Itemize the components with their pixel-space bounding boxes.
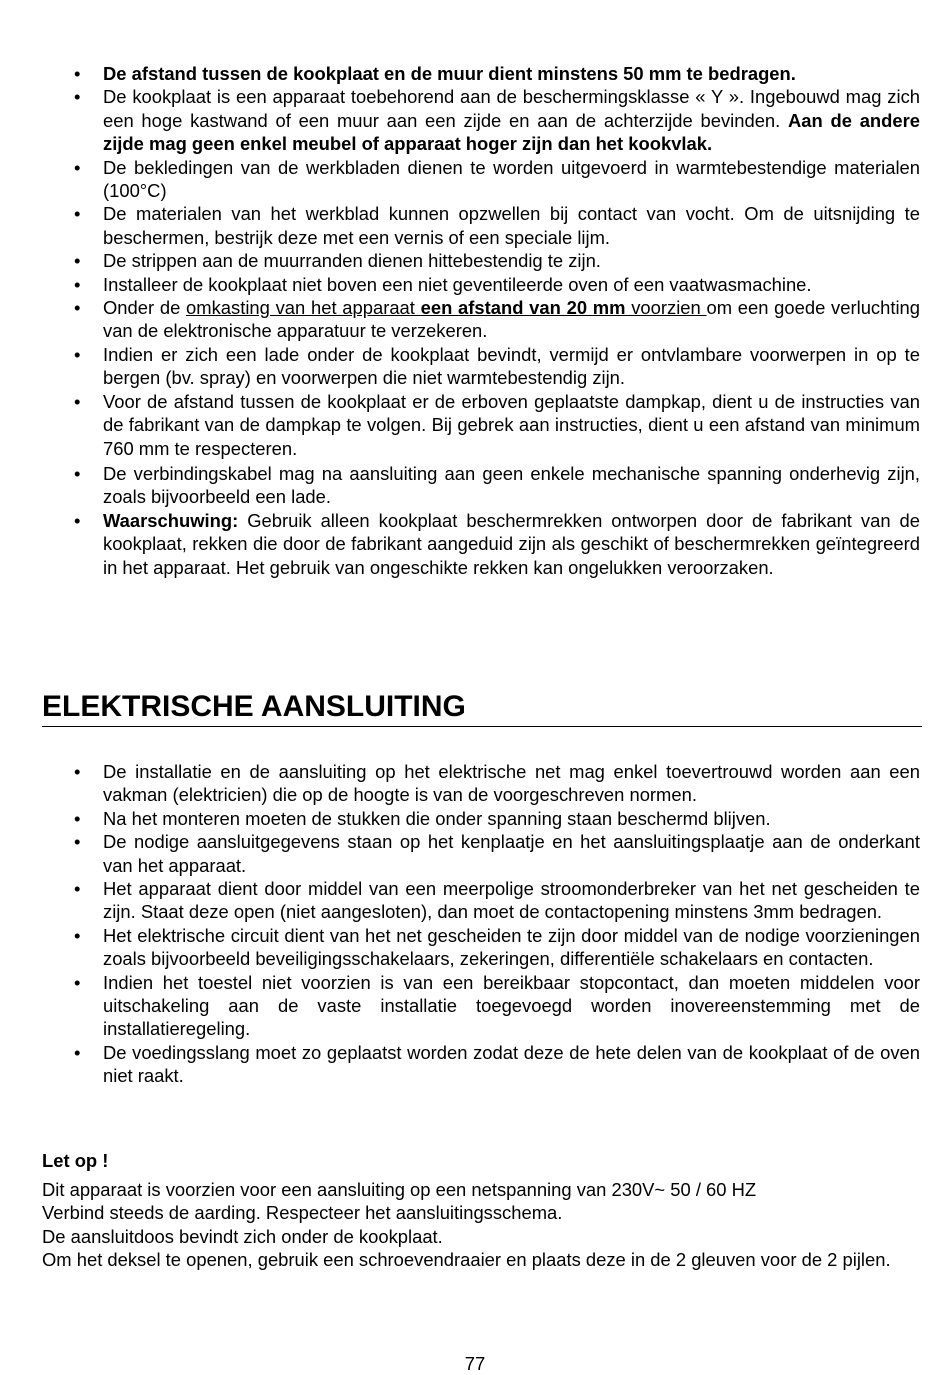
bullet-text-underlined: omkasting van het apparaat	[186, 297, 421, 319]
bullet-text: Gebruik alleen kookplaat beschermrekken ontworpen door de fabrikant van de kookplaat, rekken die door de fabrikant aangeduid zijn als geschikt of beschermrekken geïntegreerd in het apparaat. Het gebruik van ongeschikte rekken kan ongelukken veroorzaken.	[103, 509, 920, 578]
list-item	[42, 343, 920, 390]
list-item	[42, 390, 920, 460]
section-heading: ELEKTRISCHE AANSLUITING	[42, 689, 922, 727]
list-item: • De nodige aansluitgegevens staan op het kenplaatje en het aansluitingsplaatje aan de onderkant van het apparaat.	[42, 830, 920, 877]
list-item: • De voedingsslang moet zo geplaatst worden zodat deze de hete delen van de kookplaat of de oven niet raakt.	[42, 1041, 920, 1088]
list-item	[42, 85, 920, 155]
list-item	[42, 509, 920, 579]
bullet-text: De kookplaat is een apparaat toebehorend aan de beschermingsklasse « Y ». Ingebouwd mag zich een hoge kastwand of een muur aan een zijde en aan de achterzijde bevinden.	[103, 86, 920, 131]
bullet-text-bold-underlined: een afstand van 20 mm	[420, 297, 626, 319]
bullet-text: De strippen aan de muurranden dienen hittebestendig te zijn.	[103, 250, 601, 272]
note-title: Let op !	[42, 1150, 109, 1171]
bullet-text-bold: Aan de andere zijde mag geen enkel meubel of apparaat hoger zijn dan het kookvlak.	[103, 109, 920, 155]
bullet-text: om een goede verluchting van de elektronische apparatuur te verzekeren.	[103, 297, 920, 342]
installation-bullet-list	[42, 62, 920, 579]
warning-label: Waarschuwing:	[103, 509, 239, 531]
list-item	[42, 156, 920, 203]
list-item: • Na het monteren moeten de stukken die onder spanning staan beschermd blijven.	[42, 807, 920, 830]
electrical-bullet-list	[42, 760, 920, 1088]
list-item	[42, 296, 920, 343]
list-item	[42, 462, 920, 509]
note-line: Dit apparaat is voorzien voor een aansluiting op een netspanning van 230V~ 50 / 60 HZ	[42, 1179, 757, 1200]
bullet-text: De bekledingen van de werkbladen dienen te worden uitgevoerd in warmtebestendige materialen (100°C)	[103, 156, 920, 202]
list-item	[42, 249, 920, 272]
bullet-text: De verbindingskabel mag na aansluiting aan geen enkele mechanische spanning onderhevig zijn, zoals bijvoorbeeld een lade.	[103, 462, 920, 508]
bullet-text: Installeer de kookplaat niet boven een niet geventileerde oven of een vaatwasmachine.	[103, 273, 812, 295]
bullet-text-bold: De afstand tussen de kookplaat en de muur dient minstens 50 mm te bedragen.	[103, 63, 796, 84]
list-item	[42, 62, 920, 85]
list-item	[42, 202, 920, 249]
note-line: Verbind steeds de aarding. Respecteer het aansluitingsschema.	[42, 1202, 563, 1224]
list-item	[42, 273, 920, 296]
bullet-text: Indien er zich een lade onder de kookplaat bevindt, vermijd er ontvlambare voorwerpen in op te bergen (bv. spray) en voorwerpen die niet warmtebestendig zijn.	[103, 343, 920, 389]
list-item: • De installatie en de aansluiting op het elektrische net mag enkel toevertrouwd worden aan een vakman (elektricien) die op de hoogte is van de voorgeschreven normen.	[42, 760, 920, 807]
bullet-text: De materialen van het werkblad kunnen opzwellen bij contact van vocht. Om de uitsnijding te beschermen, bestrijk deze met een vernis of een speciale lijm.	[103, 203, 920, 248]
list-item: • Het elektrische circuit dient van het net gescheiden te zijn door middel van de nodige voorzieningen zoals bijvoorbeeld beveiligingsschakelaars, zekeringen, differentiële schakelaars en contacten.	[42, 924, 920, 971]
page-number: 77	[464, 1353, 486, 1374]
note-body	[42, 1178, 922, 1272]
bullet-text: Onder de	[103, 297, 187, 319]
list-item: • Indien het toestel niet voorzien is van een bereikbaar stopcontact, dan moeten middelen voor uitschakeling aan de vaste installatie toegevoegd worden inovereenstemming met de installatieregeling.	[42, 971, 920, 1041]
note-line: Om het deksel te openen, gebruik een schroevendraaier en plaats deze in de 2 gleuven voor de 2 pijlen.	[42, 1249, 891, 1271]
bullet-text: Voor de afstand tussen de kookplaat er de erboven geplaatste dampkap, dient u de instructies van de fabrikant van de dampkap te volgen. Bij gebrek aan instructies, dient u een afstand van minimum 760 mm te respecteren.	[103, 390, 920, 459]
list-item: • Het apparaat dient door middel van een meerpolige stroomonderbreker van het net gescheiden te zijn. Staat deze open (niet aangesloten), dan moet de contactopening minstens 3mm bedragen.	[42, 877, 920, 924]
note-line: De aansluitdoos bevindt zich onder de kookplaat.	[42, 1225, 443, 1247]
bullet-text-underlined: voorzien	[625, 297, 707, 319]
